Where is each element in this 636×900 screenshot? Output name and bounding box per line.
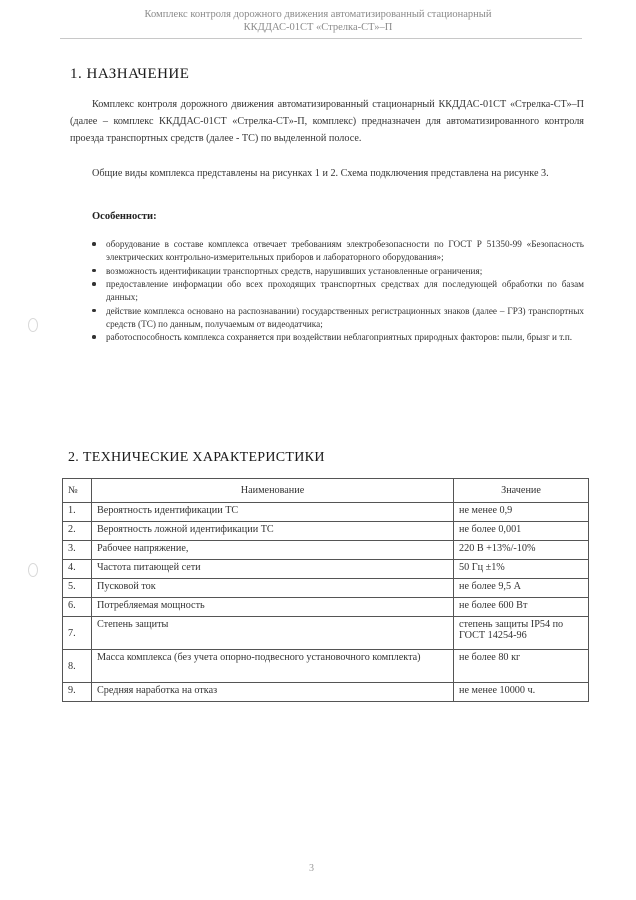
bullet-icon [92, 335, 96, 339]
row-value: не более 9,5 А [454, 579, 589, 598]
purpose-paragraph: Комплекс контроля дорожного движения автоматизированный стационарный ККДДАС-01СТ «Стрелка-СТ»–П (далее – комплекс ККДДАС-01СТ «Стрелка-СТ»-П, комплекс) предназначен для автоматизированного контроля проезда транспортных средств (далее - ТС) по выделенной полосе. [70, 99, 584, 144]
specifications-table [62, 478, 589, 702]
row-num: 9. [63, 683, 92, 702]
table-row [63, 541, 589, 560]
row-name: Вероятность ложной идентификации ТС [92, 522, 454, 541]
feature-item: оборудование в составе комплекса отвечает требованиям электробезопасности по ГОСТ Р 51350-99 «Безопасность электрических контрольно-измерительных приборов и лабораторного оборудования»; [92, 238, 584, 264]
header-value: Значение [454, 479, 589, 503]
row-num: 4. [63, 560, 92, 579]
features-title: Особенности: [92, 211, 157, 222]
row-value: степень защиты IP54 по ГОСТ 14254-96 [454, 617, 589, 650]
feature-item: предоставление информации обо всех проходящих транспортных средствах для последующей обработки по базам данных; [92, 278, 584, 304]
table-header-row [63, 479, 589, 503]
row-num: 5. [63, 579, 92, 598]
running-header-line-2: ККДДАС-01СТ «Стрелка-СТ»–П [243, 22, 393, 33]
table-row [63, 683, 589, 702]
table-row [63, 503, 589, 522]
feature-item: возможность идентификации транспортных средств, нарушивших установленные ограничения; [92, 265, 584, 278]
header-divider [60, 38, 582, 39]
header-name: Наименование [92, 479, 454, 503]
table-row [63, 522, 589, 541]
feature-item: работоспособность комплекса сохраняется при воздействии неблагоприятных природных факторов: пыли, брызг и т.п. [92, 331, 584, 344]
row-value: не более 80 кг [454, 650, 589, 683]
row-num: 8. [63, 650, 92, 683]
running-header [40, 8, 596, 34]
punch-hole-mark [28, 563, 38, 577]
row-value: 50 Гц ±1% [454, 560, 589, 579]
punch-hole-mark [28, 318, 38, 332]
features-list [92, 238, 584, 344]
bullet-icon [92, 309, 96, 313]
row-name: Масса комплекса (без учета опорно-подвесного установочного комплекта) [92, 650, 454, 683]
feature-item: действие комплекса основано на распознавании) государственных регистрационных знаков (далее – ГРЗ) транспортных средств (ТС) по данным, получаемым от видеодатчика; [92, 305, 584, 331]
row-value: не менее 0,9 [454, 503, 589, 522]
row-num: 3. [63, 541, 92, 560]
row-name: Вероятность идентификации ТС [92, 503, 454, 522]
table-row [63, 617, 589, 650]
row-name: Средняя наработка на отказ [92, 683, 454, 702]
row-value: не более 600 Вт [454, 598, 589, 617]
section-1-title: 1. НАЗНАЧЕНИЕ [70, 66, 190, 82]
bullet-icon [92, 269, 96, 273]
running-header-line-1: Комплекс контроля дорожного движения автоматизированный стационарный [144, 9, 492, 20]
table-row [63, 560, 589, 579]
row-num: 6. [63, 598, 92, 617]
table-row [63, 598, 589, 617]
row-name: Потребляемая мощность [92, 598, 454, 617]
row-value: не более 0,001 [454, 522, 589, 541]
row-name: Рабочее напряжение, [92, 541, 454, 560]
section-2-title: 2. ТЕХНИЧЕСКИЕ ХАРАКТЕРИСТИКИ [68, 450, 325, 465]
bullet-icon [92, 242, 96, 246]
header-num: № [63, 479, 92, 503]
row-value: не менее 10000 ч. [454, 683, 589, 702]
row-name: Частота питающей сети [92, 560, 454, 579]
general-views-paragraph: Общие виды комплекса представлены на рисунках 1 и 2. Схема подключения представлена на рисунке 3. [92, 168, 549, 179]
row-name: Пусковой ток [92, 579, 454, 598]
row-value: 220 В +13%/-10% [454, 541, 589, 560]
page-number: 3 [309, 863, 314, 874]
bullet-icon [92, 282, 96, 286]
table-row [63, 579, 589, 598]
table-row [63, 650, 589, 683]
row-num: 7. [63, 617, 92, 650]
row-num: 2. [63, 522, 92, 541]
row-name: Степень защиты [92, 617, 454, 650]
row-num: 1. [63, 503, 92, 522]
